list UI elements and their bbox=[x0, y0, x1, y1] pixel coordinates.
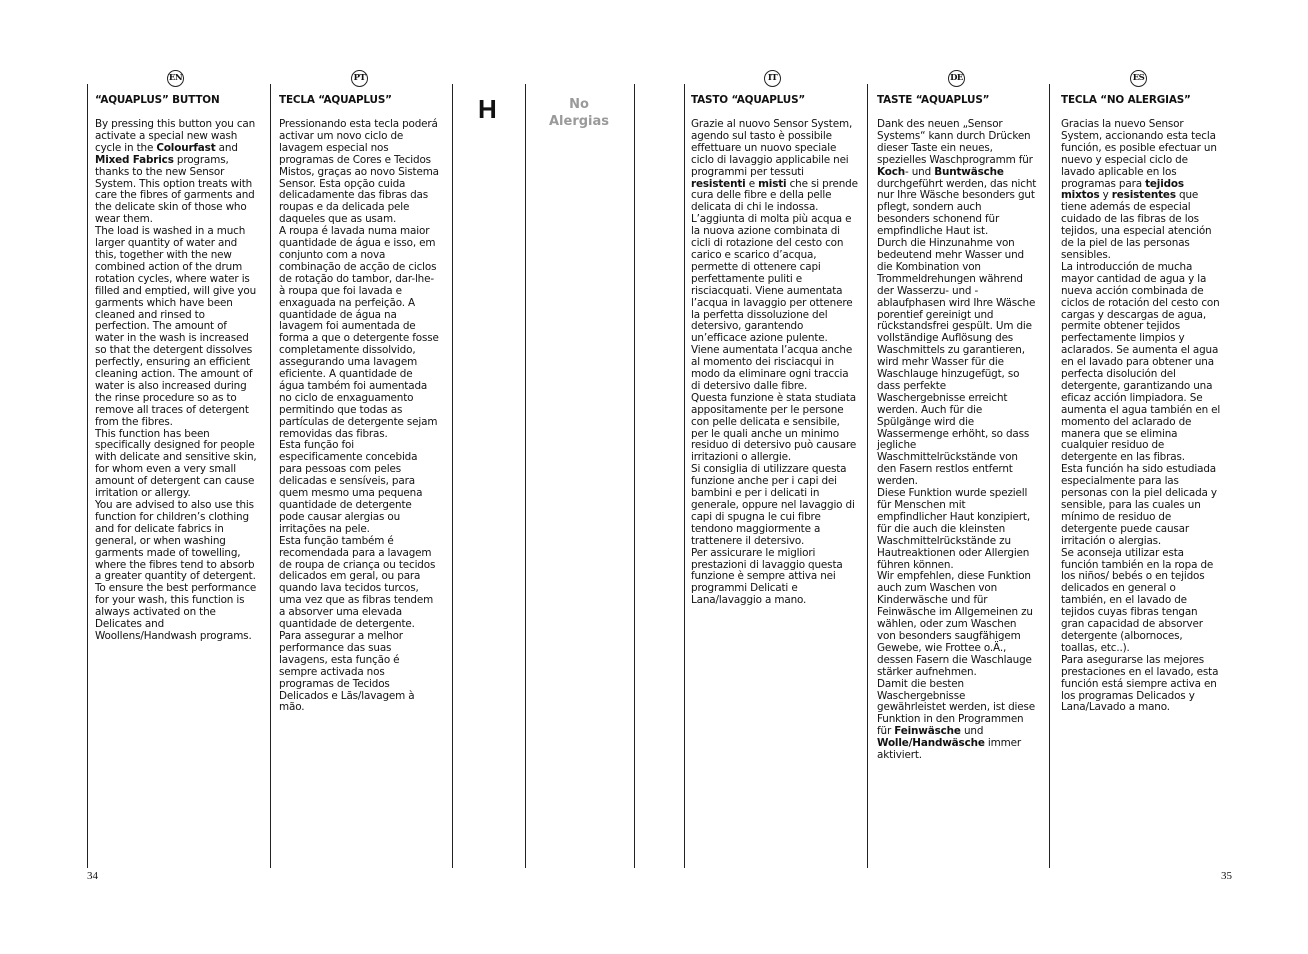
paragraph: Esta función ha sido estudiada especialmente para las personas con la piel delicada y sensible, para las cuales un mínimo de residuo de detergente puede causar irritación o alergias. bbox=[1061, 463, 1217, 547]
paragraph: Damit die besten Waschergebnisse gewährleistet werden, ist diese Funktion in den Programmen für Feinwäsche und Wolle/Handwäsche immer aktiviert. bbox=[877, 677, 1036, 762]
language-badge-pt: PT bbox=[351, 70, 368, 87]
column-heading: TASTO “AQUAPLUS” bbox=[691, 94, 806, 106]
column-divider bbox=[634, 84, 635, 868]
paragraph: L’aggiunta di molta più acqua e la nuova azione combinata di cicli di rotazione del cesto con carico e scarico d’acqua, permette di ottenere capi perfettamente puliti e risciacquati. Viene aumentata l’acqua in lavaggio per ottenere la perfetta dissoluzione del detersivo, garantendo un’efficace azione pulente. Viene aumentata l’acqua anche al momento dei risciacqui in modo da eliminare ogni traccia di detersivo dalle fibre. bbox=[691, 213, 853, 392]
column-divider bbox=[87, 84, 88, 868]
column-body bbox=[1061, 119, 1221, 714]
paragraph: A roupa é lavada numa maior quantidade de água e isso, em conjunto com a nova combinação de acção de ciclos de rotação do tambor, dar-lhe-à roupa que foi lavada e enxaguada na perfeição. A quantidade de água na lavagem foi aumentada de forma a que o detergente fosse completamente dissolvido, assegurando uma lavagem eficiente. A quantidade de água também foi aumentada no ciclo de enxaguamento permitindo que todas as partículas de detergente sejam removidas das fibras. bbox=[279, 225, 439, 440]
paragraph: Se aconseja utilizar esta función también en la ropa de los niños/ bebés o en tejidos delicados en general o también, en el lavado de tejidos cuyas fibras tengan gran capacidad de absorver detergente (albornoces, toallas, etc..). bbox=[1061, 546, 1214, 654]
column-divider bbox=[525, 84, 526, 868]
section-title bbox=[538, 96, 620, 130]
paragraph: Esta função também é recomendada para a lavagem de roupa de criança ou tecidos delicados em geral, ou para quando lava tecidos turcos, uma vez que as fibras tendem a absorver uma elevada quantidade de detergente. bbox=[279, 534, 436, 631]
language-badge-it: IT bbox=[764, 70, 781, 87]
language-badge-es: ES bbox=[1130, 70, 1147, 87]
paragraph: Para asegurarse las mejores prestaciones en el lavado, esta función está siempre activa en los programas Delicados y Lana/Lavado a mano. bbox=[1061, 653, 1219, 714]
section-letter: H bbox=[478, 94, 497, 124]
paragraph: To ensure the best performance for your wash, this function is always activated on the Delicates and Woollens/Handwash programs. bbox=[95, 582, 257, 642]
column-body bbox=[279, 119, 439, 714]
column-divider bbox=[867, 84, 868, 868]
column-divider bbox=[270, 84, 271, 868]
paragraph: Durch die Hinzunahme von bedeutend mehr Wasser und die Kombination von Trommeldrehungen während der Wasserzu- und -ablaufphasen wird Ihre Wäsche porentief gereinigt und rückstandsfrei gespült. Um die vollständige Auflösung des Waschmittels zu garantieren, wird mehr Wasser für die Waschlauge hinzugefügt, so dass perfekte Waschergebnisse erreicht werden. Auch für die Spülgänge wird die Wassermenge erhöht, so dass jegliche Waschmittelrückstände von den Fasern restlos entfernt werden. bbox=[877, 237, 1036, 488]
language-badge-en: EN bbox=[167, 70, 184, 87]
column-heading: TASTE “AQUAPLUS” bbox=[877, 94, 990, 106]
section-title-line1: No bbox=[569, 97, 589, 112]
paragraph: This function has been specifically designed for people with delicate and sensitive skin, for whom even a very small amount of detergent can cause irritation or allergy. bbox=[95, 427, 257, 500]
paragraph: Si consiglia di utilizzare questa funzione anche per i capi dei bambini e per i delicati in generale, oppure nel lavaggio di capi di spugna le cui fibre tendono maggiormente a trattenere il detersivo. bbox=[691, 463, 855, 547]
section-title-line2: Alergias bbox=[548, 114, 610, 129]
paragraph: You are advised to also use this function for children’s clothing and for delicate fabrics in general, or when washing garments made of towelling, where the fibres tend to absorb a greater quantity of detergent. bbox=[95, 499, 256, 583]
paragraph: La introducción de mucha mayor cantidad de agua y la nueva acción combinada de ciclos de rotación del cesto con cargas y descargas de agua, permite obtener tejidos perfectamente limpios y aclarados. Se aumenta el agua en el lavado para obtener una perfecta disolución del detergente, garantizando una eficaz acción limpiadora. Se aumenta el agua también en el momento del aclarado de manera que se elimina cualquier residuo de detergente en las fibras. bbox=[1061, 260, 1221, 464]
page-number-right: 35 bbox=[1221, 870, 1232, 882]
column-heading: “AQUAPLUS” BUTTON bbox=[95, 94, 220, 106]
paragraph: Pressionando esta tecla poderá activar um novo ciclo de lavagem especial nos programas de Cores e Tecidos Mistos, graças ao novo Sistema Sensor. Esta opção cuida delicadamente das fibras das roupas e da delicada pele daqueles que as usam. bbox=[279, 118, 439, 226]
paragraph: Dank des neuen „Sensor Systems“ kann durch Drücken dieser Taste ein neues, spezielles Waschprogramm für Koch- und Buntwäsche durchgeführt werden, das nicht nur Ihre Wäsche besonders gut pflegt, sondern auch besonders schonend für empfindliche Haut ist. bbox=[877, 118, 1037, 238]
column-divider bbox=[1049, 84, 1050, 868]
column-body bbox=[691, 119, 858, 607]
page-number-left: 34 bbox=[87, 870, 98, 882]
paragraph: Grazie al nuovo Sensor System, agendo sul tasto è possibile effettuare un nuovo speciale ciclo di lavaggio applicabile nei programmi per tessuti resistenti e misti che si prende cura delle fibre e della pelle delicata di chi le indossa. bbox=[691, 118, 858, 214]
column-divider bbox=[684, 84, 685, 868]
column-body bbox=[95, 119, 257, 643]
paragraph: By pressing this button you can activate a special new wash cycle in the Colourfast and Mixed Fabrics programs, thanks to the new Sensor System. This option treats with care the fibres of garments and the delicate skin of those who wear them. bbox=[95, 118, 256, 226]
paragraph: Para assegurar a melhor performance das suas lavagens, esta função é sempre activada nos programas de Tecidos Delicados e Lãs/lavagem à mão. bbox=[279, 629, 415, 714]
column-heading: TECLA “NO ALERGIAS” bbox=[1061, 94, 1191, 106]
paragraph: The load is washed in a much larger quantity of water and this, together with the new combined action of the drum rotation cycles, where water is filled and emptied, will give you garments which have been cleaned and rinsed to perfection. The amount of water in the wash is increased so that the detergent dissolves perfectly, ensuring an efficient cleaning action. The amount of water is also increased during the rinse procedure so as to remove all traces of detergent from the fibres. bbox=[95, 225, 257, 428]
column-heading: TECLA “AQUAPLUS” bbox=[279, 94, 392, 106]
paragraph: Gracias la nuevo Sensor System, accionando esta tecla función, es posible efectuar un nuevo y especial ciclo de lavado aplicable en los programas para tejidos mixtos y resistentes que tiene además de especial cuidado de las fibras de los tejidos, una especial atención de la piel de las personas sensibles. bbox=[1061, 118, 1217, 261]
paragraph: Questa funzione è stata studiata appositamente per le persone con pelle delicata e sensibile, per le quali anche un minimo residuo di detersivo può causare irritazioni o allergie. bbox=[691, 391, 857, 464]
paragraph: Esta função foi especificamente concebida para pessoas com peles delicadas e sensíveis, para quem mesmo uma pequena quantidade de detergente pode causar alergias ou irritações na pele. bbox=[279, 439, 423, 535]
paragraph: Diese Funktion wurde speziell für Menschen mit empfindlicher Haut konzipiert, für die auch die kleinsten Waschmittelrückstände zu Hautreaktionen oder Allergien führen können. bbox=[877, 487, 1030, 571]
column-body bbox=[877, 119, 1037, 762]
paragraph: Wir empfehlen, diese Funktion auch zum Waschen von Kinderwäsche und für Feinwäsche im Allgemeinen zu wählen, oder zum Waschen von besonders saugfähigem Gewebe, wie Frottee o.Ä., dessen Fasern die Waschlauge stärker aufnehmen. bbox=[877, 570, 1033, 678]
column-divider bbox=[452, 84, 453, 868]
language-badge-de: DE bbox=[948, 70, 965, 87]
paragraph: Per assicurare le migliori prestazioni di lavaggio questa funzione è sempre attiva nei programmi Delicati e Lana/lavaggio a mano. bbox=[691, 546, 843, 607]
